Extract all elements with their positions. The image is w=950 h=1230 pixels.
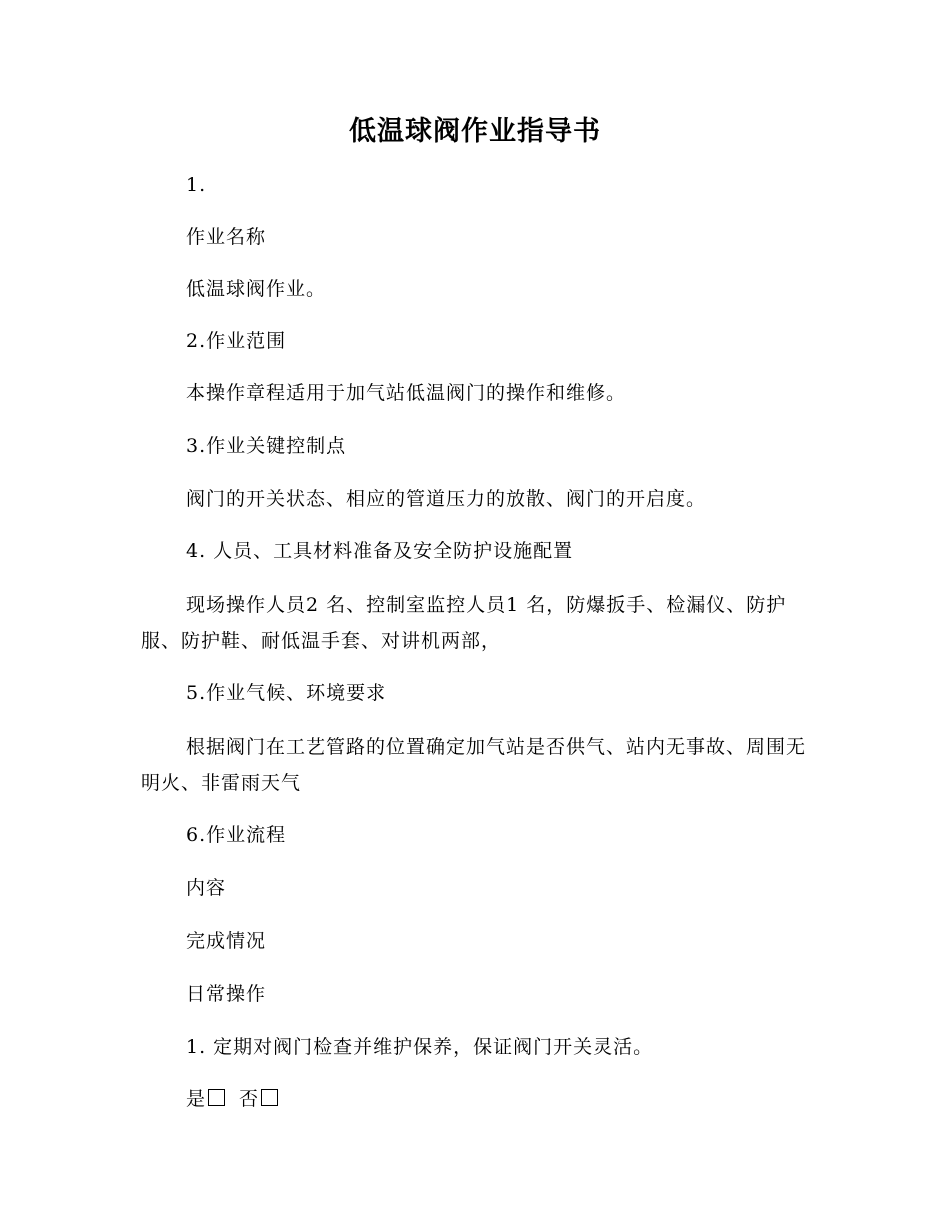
section3-heading: 3.作业关键控制点 — [186, 435, 347, 457]
yes-label: 是 — [186, 1088, 207, 1110]
table-header-status: 完成情况 — [186, 930, 267, 952]
section2-heading: 2.作业范围 — [186, 330, 287, 352]
table-header-content: 内容 — [186, 877, 227, 899]
no-label: 否 — [239, 1088, 260, 1110]
step1-text: 1. 定期对阀门检查并维护保养，保证阀门开关灵活。 — [186, 1036, 654, 1058]
section1-heading: 作业名称 — [186, 226, 267, 248]
section4-heading: 4. 人员、工具材料准备及安全防护设施配置 — [186, 540, 574, 562]
section6-heading: 6.作业流程 — [186, 824, 287, 846]
document-title: 低温球阀作业指导书 — [349, 116, 601, 147]
section5-body: 根据阀门在工艺管路的位置确定加气站是否供气、站内无事故、周围无明火、非雷雨天气 — [141, 736, 807, 794]
section2-body: 本操作章程适用于加气站低温阀门的操作和维修。 — [186, 382, 627, 404]
yes-no-options — [186, 1086, 278, 1112]
section3-body: 阀门的开关状态、相应的管道压力的放散、阀门的开启度。 — [186, 488, 707, 510]
section1-number: 1. — [186, 174, 207, 196]
daily-operation-label: 日常操作 — [186, 983, 267, 1005]
section1-body: 低温球阀作业。 — [186, 278, 327, 300]
section4-body: 现场操作人员2 名、控制室监控人员1 名，防爆扳手、检漏仪、防护服、防护鞋、耐低温手套、对讲机两部， — [141, 594, 787, 652]
no-checkbox[interactable] — [261, 1089, 278, 1106]
section5-heading: 5.作业气候、环境要求 — [186, 682, 387, 704]
yes-checkbox[interactable] — [208, 1089, 225, 1106]
